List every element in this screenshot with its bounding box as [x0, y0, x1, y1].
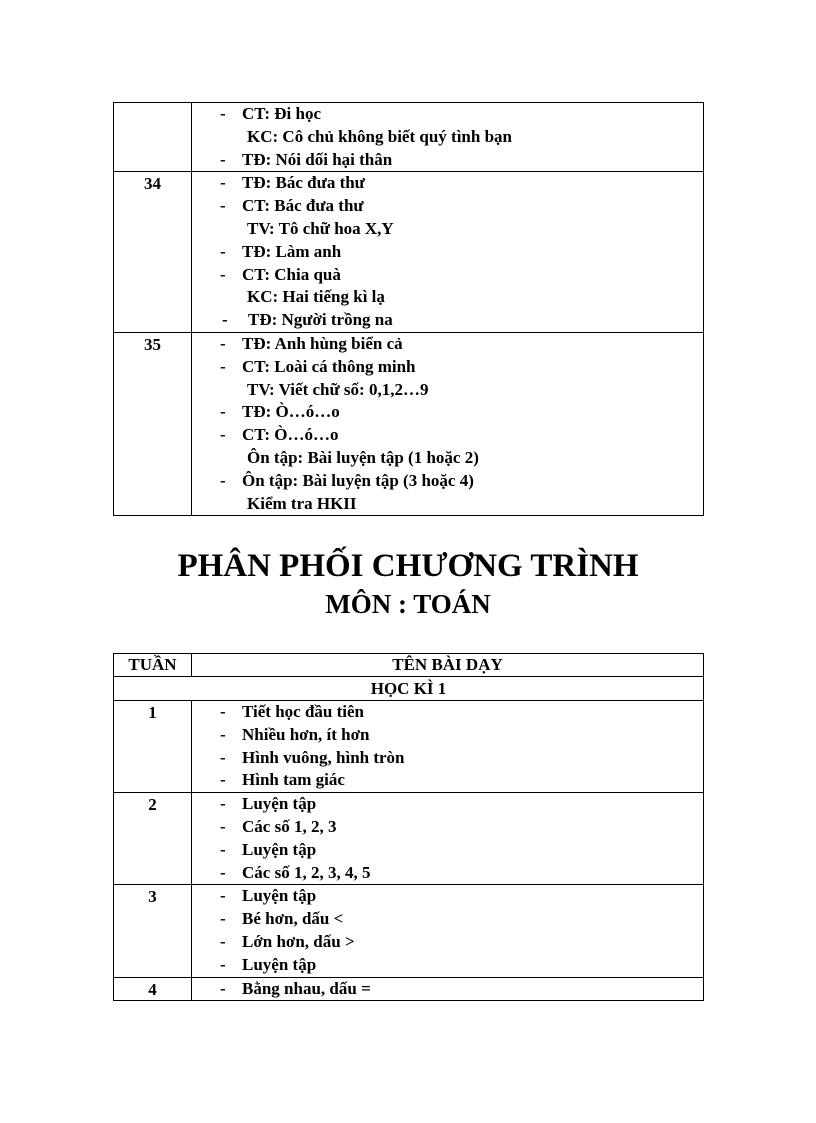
bullet-dash: -: [220, 104, 226, 123]
math-schedule-table: [113, 653, 704, 1001]
table-row: [114, 103, 704, 172]
week-number: [114, 103, 192, 172]
lesson-list: [192, 103, 704, 172]
list-item: [192, 126, 703, 149]
list-item: [192, 333, 703, 356]
lesson-title: CT: Đi học: [242, 104, 322, 123]
bullet-dash: -: [220, 425, 226, 445]
list-item: [192, 241, 703, 264]
bullet-dash: -: [220, 839, 226, 859]
lesson-title: Luyện tập: [242, 839, 317, 859]
lesson-title: Ôn tập: Bài luyện tập (3 hoặc 4): [242, 470, 474, 490]
list-item: [192, 839, 703, 862]
bullet-dash: -: [220, 816, 226, 836]
page-title: PHÂN PHỐI CHƯƠNG TRÌNH: [177, 548, 639, 584]
table-row: [114, 885, 704, 977]
lesson-title: TĐ: Nói dối hại thân: [242, 149, 393, 169]
page-subtitle: MÔN : TOÁN: [325, 589, 491, 619]
column-header-lesson: TÊN BÀI DẠY: [192, 654, 704, 677]
list-item: [192, 424, 703, 447]
list-item: [192, 954, 703, 977]
lesson-list: [192, 793, 704, 885]
bullet-dash: -: [220, 954, 226, 974]
lesson-list: [192, 701, 704, 793]
list-item: [192, 978, 703, 1001]
lesson-title: TĐ: Người trồng na: [248, 310, 393, 330]
table-row: [114, 793, 704, 885]
bullet-dash: -: [220, 196, 226, 216]
lesson-list: [192, 977, 704, 1001]
lesson-list: [192, 332, 704, 515]
bullet-dash: -: [220, 978, 226, 998]
lesson-title: Luyện tập: [242, 954, 317, 974]
lesson-title: CT: Bác đưa thư: [242, 196, 364, 216]
list-item: [192, 470, 703, 493]
table-row: [114, 172, 704, 333]
lesson-title: Kiểm tra HKII: [247, 493, 357, 513]
bullet-dash: -: [220, 747, 226, 767]
lesson-list: [192, 172, 704, 333]
list-item: [192, 816, 703, 839]
lesson-title: Bé hơn, dấu <: [242, 909, 344, 929]
lesson-title: Tiết học đầu tiên: [242, 702, 365, 721]
header-row: [114, 654, 704, 677]
lesson-title: Ôn tập: Bài luyện tập (1 hoặc 2): [247, 447, 479, 467]
lesson-title: Lớn hơn, dấu >: [242, 931, 355, 951]
bullet-dash: -: [220, 794, 226, 814]
week-number: 35: [114, 332, 192, 515]
list-item: [192, 401, 703, 424]
bullet-dash: -: [220, 264, 226, 284]
week-number: 1: [114, 701, 192, 793]
list-item: [192, 195, 703, 218]
lesson-title: TĐ: Anh hùng biển cả: [242, 333, 403, 353]
list-item: [192, 724, 703, 747]
list-item: [192, 309, 703, 332]
list-item: [192, 356, 703, 379]
lesson-title: Bằng nhau, dấu =: [242, 978, 371, 998]
lesson-title: Luyện tập: [242, 886, 317, 906]
list-item: [192, 747, 703, 770]
week-number: 34: [114, 172, 192, 333]
list-item: [192, 286, 703, 309]
week-number: 2: [114, 793, 192, 885]
lesson-title: TĐ: Bác đưa thư: [242, 173, 365, 193]
bullet-dash: -: [220, 333, 226, 353]
list-item: [192, 931, 703, 954]
list-item: [192, 103, 703, 126]
bullet-dash: -: [220, 402, 226, 422]
schedule-table-continued: [113, 102, 704, 516]
lesson-title: KC: Cô chủ không biết quý tình bạn: [247, 126, 513, 146]
lesson-title: Luyện tập: [242, 794, 317, 814]
bullet-dash: -: [220, 862, 226, 882]
list-item: [192, 379, 703, 402]
bullet-dash: -: [220, 241, 226, 261]
list-item: [192, 885, 703, 908]
bullet-dash: -: [220, 770, 226, 790]
list-item: [192, 769, 703, 792]
list-item: [192, 862, 703, 885]
week-number: 4: [114, 977, 192, 1001]
bullet-dash: -: [220, 149, 226, 169]
table-row: [114, 701, 704, 793]
bullet-dash: -: [220, 909, 226, 929]
bullet-dash: -: [220, 931, 226, 951]
list-item: [192, 793, 703, 816]
lesson-title: Hình vuông, hình tròn: [242, 747, 405, 767]
lesson-title: Các số 1, 2, 3, 4, 5: [242, 862, 371, 882]
bullet-dash: -: [220, 724, 226, 744]
lesson-title: CT: Ò…ó…o: [242, 425, 339, 445]
list-item: [192, 908, 703, 931]
lesson-title: TĐ: Làm anh: [242, 241, 342, 261]
semester-label: HỌC KÌ 1: [114, 677, 704, 701]
list-item: [192, 447, 703, 470]
lesson-title: TV: Tô chữ hoa X,Y: [247, 218, 394, 238]
week-number: 3: [114, 885, 192, 977]
column-header-week: TUẦN: [114, 654, 192, 677]
lesson-title: CT: Loài cá thông minh: [242, 356, 416, 376]
table-row: [114, 977, 704, 1001]
list-item: [192, 493, 703, 516]
bullet-dash: -: [220, 173, 226, 193]
bullet-dash: -: [220, 356, 226, 376]
list-item: [192, 172, 703, 195]
lesson-title: Nhiều hơn, ít hơn: [242, 724, 370, 744]
bullet-dash: -: [220, 702, 226, 721]
lesson-title: Hình tam giác: [242, 770, 345, 790]
bullet-dash: -: [222, 310, 228, 330]
lesson-list: [192, 885, 704, 977]
lesson-title: Các số 1, 2, 3: [242, 816, 337, 836]
semester-row: [114, 677, 704, 701]
lesson-title: KC: Hai tiếng kì lạ: [247, 287, 385, 307]
list-item: [192, 149, 703, 172]
lesson-title: TV: Viết chữ số: 0,1,2…9: [247, 379, 429, 399]
lesson-title: CT: Chia quà: [242, 264, 341, 284]
bullet-dash: -: [220, 886, 226, 906]
list-item: [192, 218, 703, 241]
lesson-title: TĐ: Ò…ó…o: [242, 402, 340, 422]
list-item: [192, 701, 703, 724]
list-item: [192, 264, 703, 287]
table-row: [114, 332, 704, 515]
bullet-dash: -: [220, 470, 226, 490]
